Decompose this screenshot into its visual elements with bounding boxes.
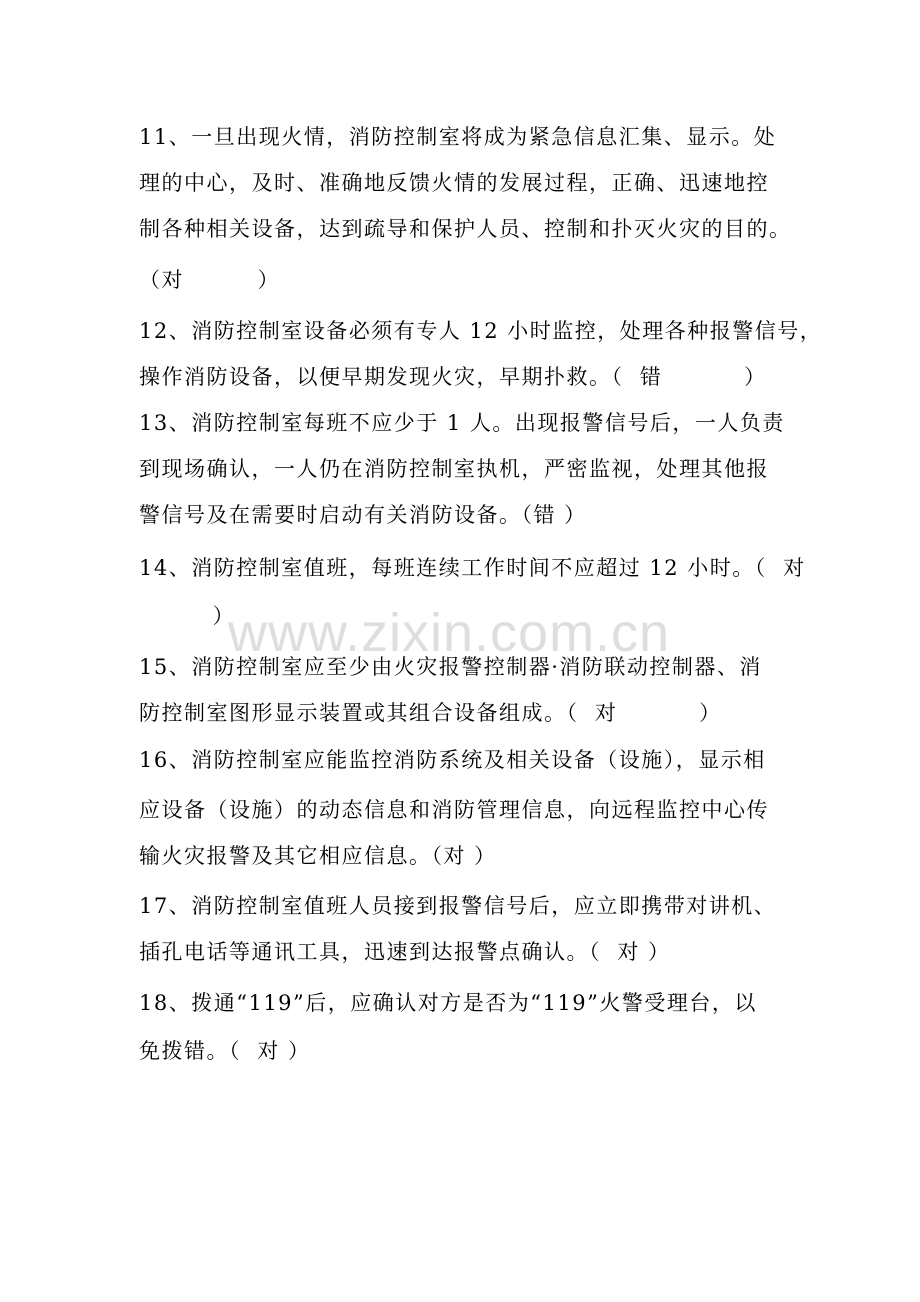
q15-line-2: 防控制室图形显示装置或其组合设备组成。（ 对 ）: [139, 701, 722, 725]
q14-answer: ）: [139, 604, 236, 628]
watermark: www.zixin.com.cn: [228, 603, 671, 663]
q11-line-3: 制各种相关设备，达到疏导和保护人员、控制和扑灭火灾的目的。: [139, 217, 792, 241]
q11-line-1: 11、一旦出现火情，消防控制室将成为紧急信息汇集、显示。处: [139, 125, 777, 149]
q16-line-3: 输火灾报警及其它相应信息。（对 ）: [139, 844, 497, 868]
q14-line-1: 14、消防控制室值班，每班连续工作时间不应超过 12 小时。（ 对: [139, 556, 806, 580]
q17-line-2: 插孔电话等通讯工具，迅速到达报警点确认。（ 对 ）: [139, 940, 671, 964]
q16-line-1: 16、消防控制室应能监控消防系统及相关设备（设施），显示相: [139, 748, 766, 772]
q16-line-2: 应设备（设施）的动态信息和消防管理信息，向远程监控中心传: [139, 798, 769, 822]
q13-line-1: 13、消防控制室每班不应少于 1 人。出现报警信号后，一人负责: [139, 411, 785, 435]
q13-line-3: 警信号及在需要时启动有关消防设备。（错 ）: [139, 503, 587, 527]
q18-line-1: 18、拨通“119”后，应确认对方是否为“119”火警受理台，以: [139, 991, 757, 1015]
q15-line-1: 15、消防控制室应至少由火灾报警控制器·消防联动控制器、消: [139, 655, 762, 679]
q12-line-2: 操作消防设备，以便早期发现火灾，早期扑救。（ 错 ）: [139, 365, 767, 389]
q11-line-2: 理的中心，及时、准确地反馈火情的发展过程，正确、迅速地控: [139, 171, 769, 195]
q18-line-2: 免拨错。（ 对 ）: [139, 1039, 311, 1063]
q17-line-1: 17、消防控制室值班人员接到报警信号后，应立即携带对讲机、: [139, 894, 777, 918]
q12-line-1: 12、消防控制室设备必须有专人 12 小时监控，处理各种报警信号，: [139, 319, 823, 343]
q13-line-2: 到现场确认，一人仍在消防控制室执机，严密监视，处理其他报: [139, 457, 769, 481]
q11-answer: （对 ）: [139, 268, 281, 292]
